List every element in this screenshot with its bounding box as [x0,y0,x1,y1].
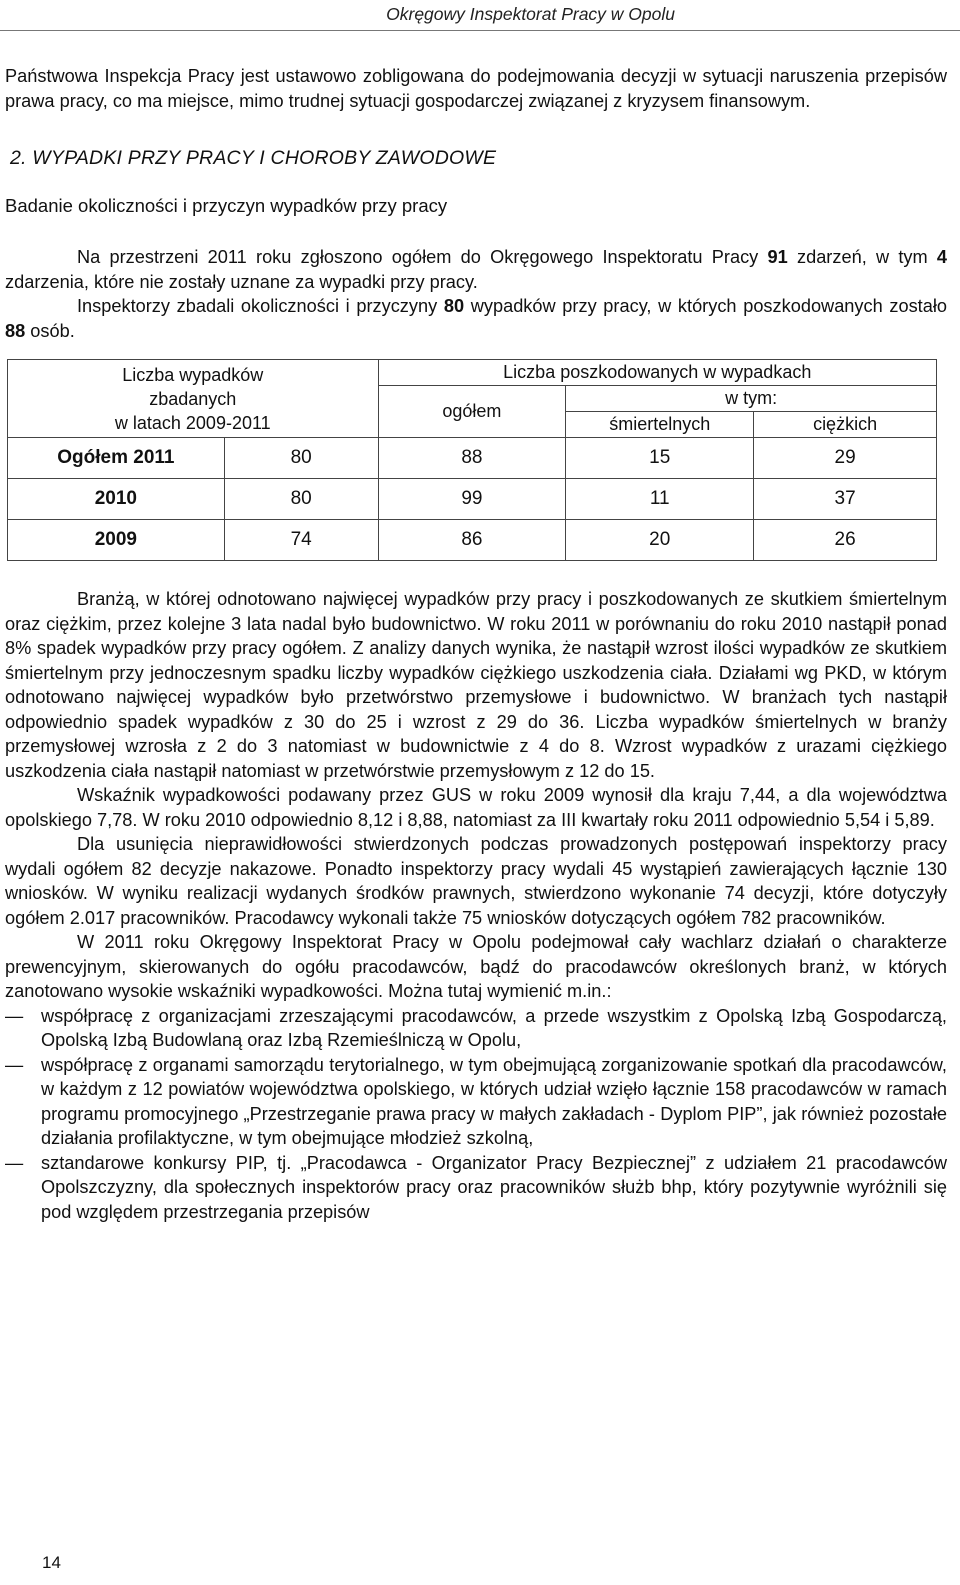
paragraph-investigated: Inspektorzy zbadali okoliczności i przyczyny 80 wypadków przy pracy, w których poszkodowanych zostało 88 osób. [5,296,947,341]
accident-stats-table [7,359,937,561]
table-row: 2010 80 99 11 37 [8,479,937,520]
col-header-total: ogółem [378,386,566,438]
list-item: — współpracę z organizacjami zrzeszającymi pracodawców, a przede wszystkim z Opolską Izbą Gospodarczą, Opolską Izbą Budowlaną oraz Izbą Rzemieślniczą w Opolu, [5,1004,947,1053]
table-row: 2009 74 86 20 26 [8,520,937,561]
paragraph-decisions: Dla usunięcia nieprawidłowości stwierdzonych podczas prowadzonych postępowań inspektorzy pracy wydali ogółem 82 decyzje nakazowe. Ponadto inspektorzy pracy wydali 45 wystąpień zawierających łącznie 130 wniosków. W wyniku realizacji wydanych środków prawnych, stwierdzono wykonanie 74 decyzji, które dotyczyły ogółem 2.017 pracowników. Pracodawcy wykonali także 75 wniosków dotyczących ogółem 782 pracowników. [5,834,947,928]
col-header-severe: ciężkich [754,412,937,438]
subgroup-header: w tym: [566,386,937,412]
page-number: 14 [42,1553,61,1572]
document-body [5,64,947,1224]
col-header-fatal: śmiertelnych [566,412,754,438]
investigated-count: 80 [443,296,465,316]
reported-count: 91 [767,247,788,267]
group-header-victims: Liczba poszkodowanych w wypadkach [378,360,936,386]
section-heading: 2. WYPADKI PRZY PRACY I CHOROBY ZAWODOWE [10,147,497,169]
not-recognized-count: 4 [936,247,947,267]
prevention-list [5,1004,947,1225]
table-row: Ogółem 2011 80 88 15 29 [8,438,937,479]
paragraph-prevention: W 2011 roku Okręgowy Inspektorat Pracy w Opolu podejmował cały wachlarz działań o charakterze prewencyjnym, skierowanych do ogółu pracodawców, bądź do pracodawców określonych branż, w których zanotowano wysokie wskaźniki wypadkowości. Można tutaj wymienić m.in.: [5,932,947,1001]
intro-paragraph: Państwowa Inspekcja Pracy jest ustawowo zobligowana do podejmowania decyzji w sytuacji naruszenia przepisów prawa pracy, co ma miejsce, mimo trudnej sytuacji gospodarczej związanej z kryzysem finansowym. [5,66,947,111]
header-title: Okręgowy Inspektorat Pracy w Opolu [386,4,675,24]
paragraph-industries: Branżą, w której odnotowano najwięcej wypadków przy pracy i poszkodowanych ze skutkiem śmiertelnym oraz ciężkim, przez kolejne 3 lata nadal było budownictwo. W roku 2011 w porównaniu do roku 2010 nastąpił ponad 8% spadek wypadków przy pracy ogółem. Z analizy danych wynika, że nastąpił wzrost ilości wypadków ze skutkiem śmiertelnym przy jednoczesnym spadku liczby wypadków ciężkiego uszkodzenia ciała. Działami wg PKD, w którym odnotowano najwięcej wypadków było przetwórstwo przemysłowe i budownictwo. W branżach tych nastąpił odpowiednio spadek wypadków z 30 do 25 i wzrost z 29 do 36. Liczba wypadków śmiertelnych w branży przemysłowej wzrosła z 2 do 3 natomiast w budownictwie z 4 do 8. Wzrost wypadków z urazami ciężkiego uszkodzenia ciała nastąpił natomiast w przetwórstwie przemysłowym z 12 do 15. [5,589,947,781]
subsection-heading: Badanie okoliczności i przyczyn wypadków przy pracy [5,194,448,216]
victims-count: 88 [5,320,26,341]
col-header-accidents: Liczba wypadków zbadanych w latach 2009-2011 [8,360,379,438]
list-item: — współpracę z organami samorządu terytorialnego, w tym obejmującą zorganizowanie spotkań dla pracodawców, w każdym z 12 powiatów województwa opolskiego, w których udział wzięło łącznie 158 pracodawców w ramach programu promocyjnego „Przestrzeganie prawa pracy w małych zakładach - Dyplom PIP”, jak również pozostałe działania profilaktyczne, w tym obejmujące młodzież szkolną, [5,1053,947,1151]
list-item: — sztandarowe konkursy PIP, tj. „Pracodawca - Organizator Pracy Bezpiecznej” z udziałem 21 pracodawców Opolszczyzny, dla społecznych inspektorów pracy oraz pracowników służb bhp, który pozytywnie wyróżnili się pod względem przestrzegania przepisów [5,1151,947,1225]
running-header [0,0,960,31]
paragraph-accident-rate: Wskaźnik wypadkowości podawany przez GUS w roku 2009 wynosił dla kraju 7,44, a dla województwa opolskiego 7,78. W roku 2010 odpowiednio 8,12 i 8,88, natomiast za III kwartały roku 2011 odpowiednio 5,54 i 5,89. [5,785,947,830]
paragraph-reported-events: Na przestrzeni 2011 roku zgłoszono ogółem do Okręgowego Inspektoratu Pracy 91 zdarzeń, w tym 4 zdarzenia, które nie zostały uznane za wypadki przy pracy. [5,247,947,292]
